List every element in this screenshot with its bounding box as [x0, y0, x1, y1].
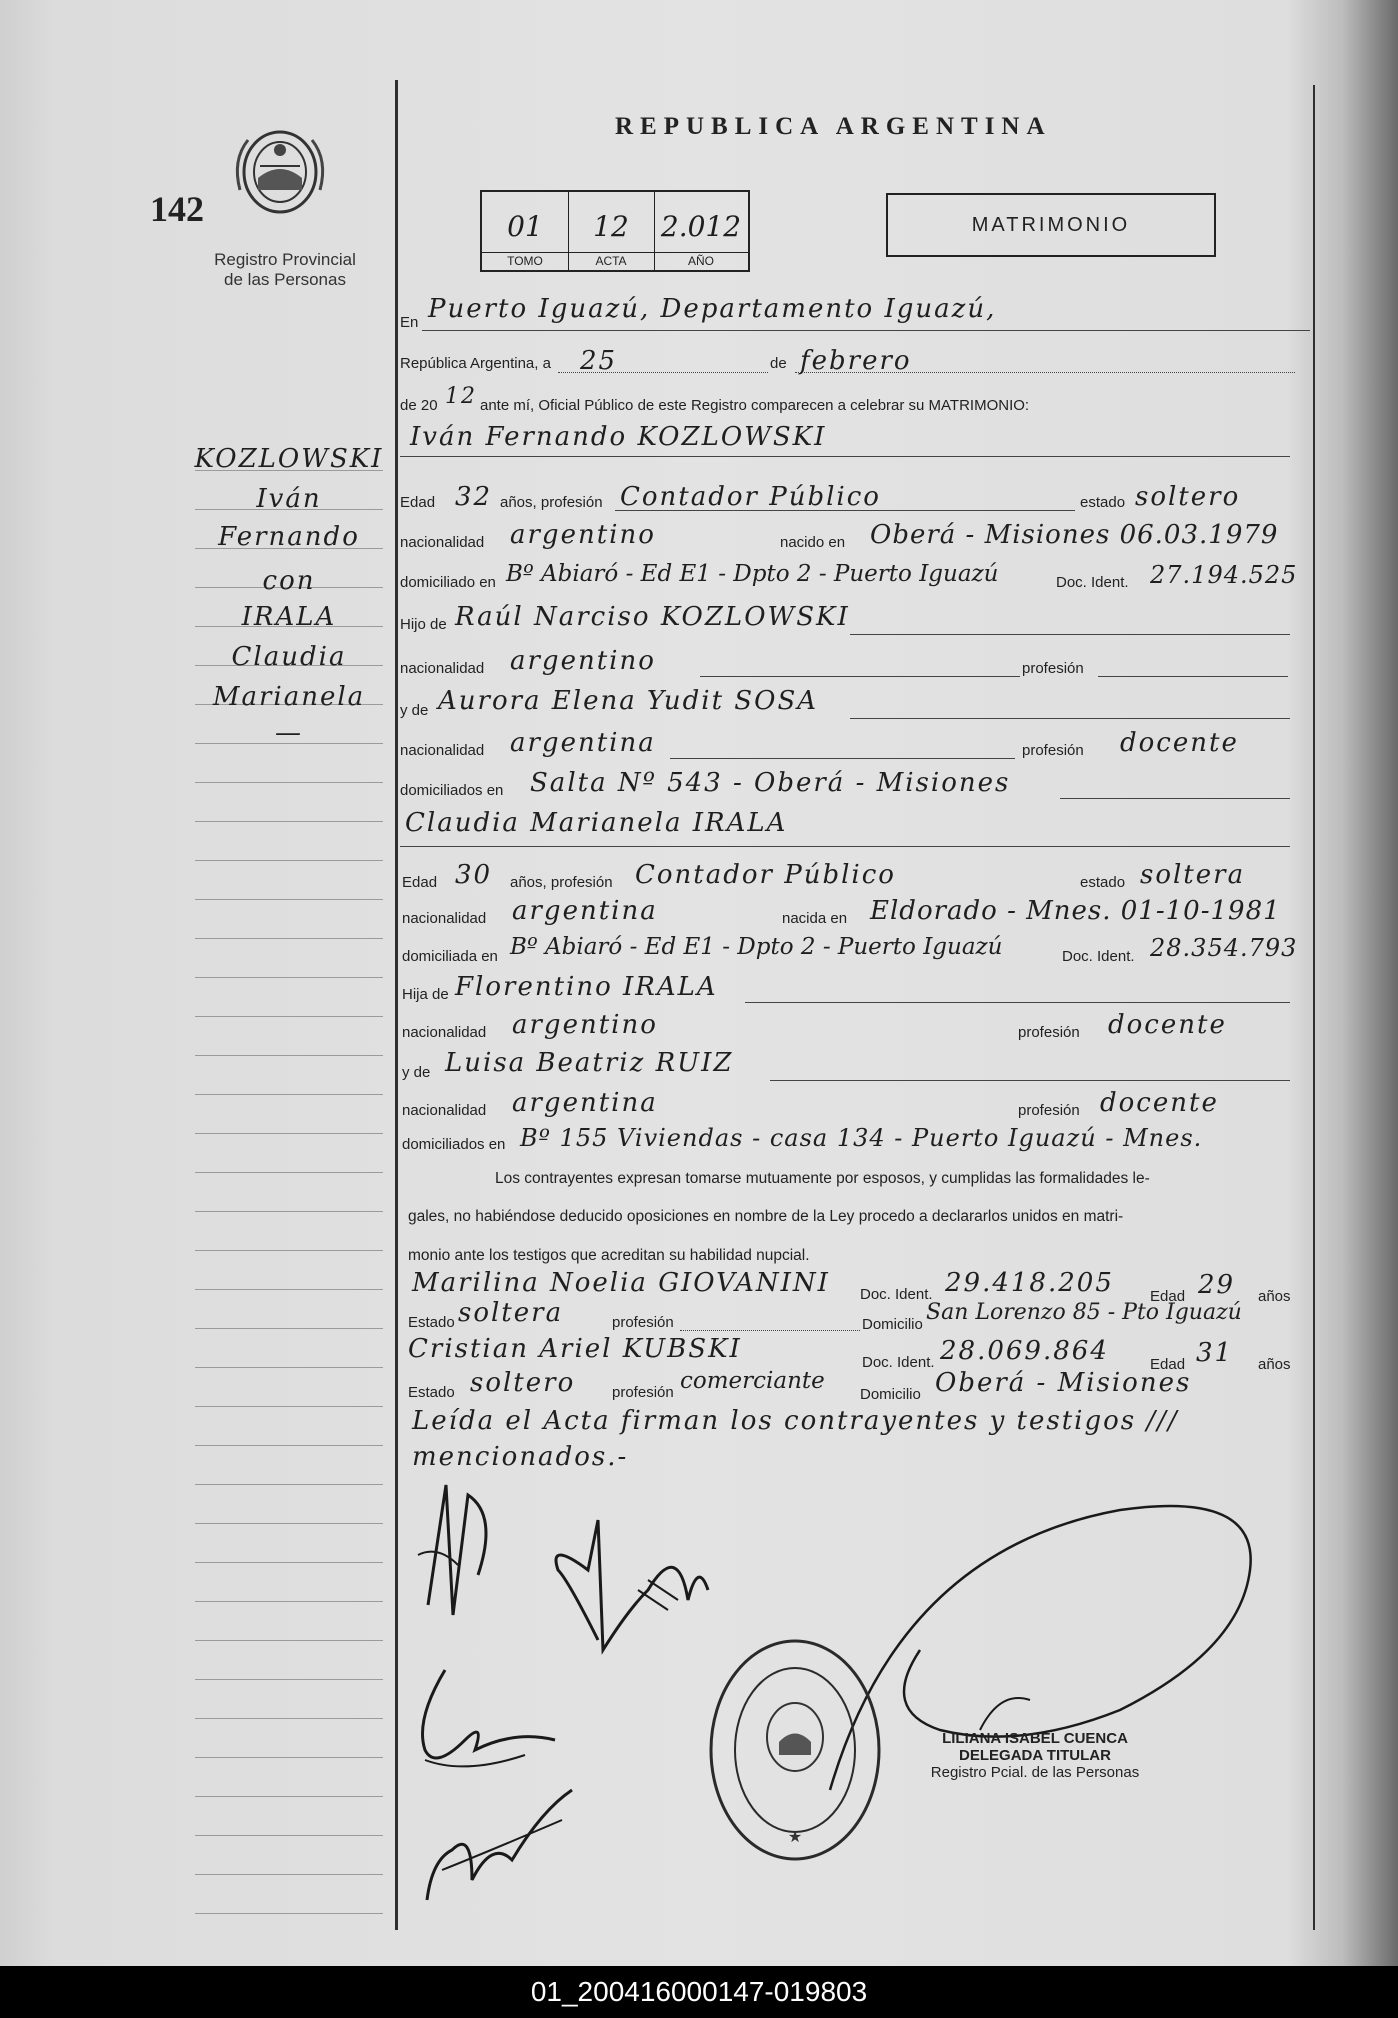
label-bride-father-nac: nacionalidad [402, 1024, 487, 1041]
official-office: Registro Pcial. de las Personas [930, 1764, 1140, 1781]
label-witness1-domicilio: Domicilio [862, 1316, 923, 1333]
bride-parents-address: Bº 155 Viviendas - casa 134 - Puerto Iguazú - Mnes. [520, 1124, 1203, 1152]
margin-rule-line [195, 1835, 383, 1836]
bride-doc: 28.354.793 [1150, 934, 1298, 962]
day-value: 25 [580, 346, 618, 376]
groom-profession: Contador Público [620, 482, 881, 512]
margin-rule-line [195, 1718, 383, 1719]
bride-birth: Eldorado - Mnes. 01-10-1981 [870, 896, 1281, 926]
label-witness1-profesion: profesión [612, 1314, 674, 1331]
bride-age: 30 [455, 860, 493, 890]
acta-cell [568, 192, 655, 270]
label-bride-mother-nac: nacionalidad [402, 1102, 487, 1119]
label-year-prefix: de 20 [400, 397, 438, 414]
tomo-label: TOMO [482, 252, 568, 270]
margin-bride-surname: IRALA [241, 602, 337, 632]
margin-rule-line [195, 1406, 383, 1407]
label-bride-mother-prof: profesión [1018, 1102, 1080, 1119]
tomo-value: 01 [507, 210, 543, 243]
label-groom-doc: Doc. Ident. [1056, 574, 1129, 591]
margin-rule-line [195, 1250, 383, 1251]
rule-groom-profession [615, 510, 1075, 511]
margin-dash: — [275, 718, 303, 748]
margin-rule-line [195, 1640, 383, 1641]
label-groom-domiciliado: domiciliado en [400, 574, 496, 591]
signature-bride [548, 1500, 718, 1660]
label-groom-father-prof: profesión [1022, 660, 1084, 677]
groom-parents-address: Salta Nº 543 - Oberá - Misiones [530, 768, 1011, 798]
label-bride-yde: y de [402, 1064, 431, 1081]
rule-groom-father-prof [1098, 676, 1288, 677]
groom-birth: Oberá - Misiones 06.03.1979 [870, 520, 1279, 550]
margin-rule-line [195, 1172, 383, 1173]
registry-label-line1: Registro Provincial [214, 250, 356, 269]
registry-label-line2: de las Personas [224, 270, 346, 289]
margin-rule-line [195, 1523, 383, 1524]
bride-mother-profession: docente [1100, 1088, 1219, 1118]
page-number: 142 [150, 189, 204, 229]
rule-bride-father [745, 1002, 1290, 1003]
rule-day [558, 372, 768, 373]
label-groom-father-nac: nacionalidad [400, 660, 485, 677]
rule-groom-mother-nac [670, 758, 1015, 759]
label-bride-anios: años, profesión [510, 874, 613, 891]
acta-label: ACTA [568, 252, 654, 270]
witness1-age: 29 [1198, 1270, 1236, 1300]
label-bride-hija: Hija de [402, 986, 449, 1003]
margin-rule-line [195, 1601, 383, 1602]
place-value: Puerto Iguazú, Departamento Iguazú, [428, 294, 997, 324]
rule-place [422, 330, 1310, 331]
witness2-civil-status: soltero [470, 1368, 576, 1398]
official-name: LILIANA ISABEL CUENCA [942, 1730, 1128, 1747]
year-suffix: 12 [445, 384, 477, 409]
bride-profession: Contador Público [635, 860, 896, 890]
witness2-doc: 28.069.864 [940, 1336, 1109, 1366]
month-value: febrero [800, 346, 912, 376]
bride-mother: Luisa Beatriz RUIZ [445, 1048, 734, 1078]
label-witness1-edad: Edad [1150, 1288, 1186, 1305]
footer-bar [0, 1966, 1398, 2018]
bride-name: Claudia Marianela IRALA [405, 808, 788, 838]
margin-bride-middle: Marianela [212, 682, 366, 712]
rule-groom-mother [850, 718, 1290, 719]
margin-rule-line [195, 977, 383, 978]
groom-mother: Aurora Elena Yudit SOSA [438, 686, 819, 716]
groom-father: Raúl Narciso KOZLOWSKI [455, 602, 850, 632]
groom-name: Iván Fernando KOZLOWSKI [410, 422, 827, 452]
label-de: de [770, 355, 787, 372]
witness1-civil-status: soltera [458, 1298, 564, 1328]
acta-value: 12 [593, 210, 629, 243]
margin-rule-line [195, 1289, 383, 1290]
label-bride-doc: Doc. Ident. [1062, 948, 1135, 965]
bride-address: Bº Abiaró - Ed E1 - Dpto 2 - Puerto Iguazú [510, 934, 1003, 960]
label-witness1-anos: años [1258, 1288, 1291, 1305]
margin-rule-line [195, 1484, 383, 1485]
label-bride-nacionalidad: nacionalidad [402, 910, 487, 927]
groom-mother-nationality: argentina [510, 728, 656, 758]
label-witness1-estado: Estado [408, 1314, 455, 1331]
margin-rule-line [195, 1055, 383, 1056]
margin-rule-line [195, 1679, 383, 1680]
bride-mother-nationality: argentina [512, 1088, 658, 1118]
rule-groom-father-nac [700, 676, 1020, 677]
label-groom-nacido: nacido en [780, 534, 846, 551]
label-witness2-profesion: profesión [612, 1384, 674, 1401]
margin-rule-line [195, 1367, 383, 1368]
margin-bride-first: Claudia [231, 642, 347, 672]
witness1-doc: 29.418.205 [945, 1268, 1114, 1298]
anio-cell [654, 192, 748, 270]
country-title: REPUBLICA ARGENTINA [615, 113, 1052, 140]
margin-rule-line [195, 1874, 383, 1875]
label-witness2-estado: Estado [408, 1384, 455, 1401]
groom-mother-profession: docente [1120, 728, 1239, 758]
label-groom-hijo: Hijo de [400, 616, 447, 633]
label-witness2-anos: años [1258, 1356, 1291, 1373]
label-groom-yde: y de [400, 702, 429, 719]
anio-value: 2.012 [660, 210, 742, 243]
margin-rule-line [195, 1328, 383, 1329]
provincial-seal-icon [230, 120, 330, 230]
label-republica: República Argentina, a [400, 355, 551, 372]
bride-father: Florentino IRALA [455, 972, 718, 1002]
witness2-age: 31 [1196, 1338, 1234, 1368]
official-stamp-icon [707, 1637, 883, 1863]
margin-rule-line [195, 860, 383, 861]
closing-line2: mencionados.- [412, 1442, 629, 1472]
rule-groom-father [850, 634, 1290, 635]
margin-rule-line [195, 899, 383, 900]
label-witness2-doc: Doc. Ident. [862, 1354, 935, 1371]
rule-witness1-profession [680, 1330, 860, 1331]
margin-rule-line [195, 1757, 383, 1758]
footer-reference: 01_200416000147-019803 [530, 1976, 868, 2007]
label-bride-domiciliados: domiciliados en [402, 1136, 506, 1153]
margin-conjunction: con [262, 566, 316, 596]
margin-rule-line [195, 782, 383, 783]
margin-rule-line [195, 1094, 383, 1095]
tomo-cell [482, 192, 569, 270]
margin-rule-line [195, 1796, 383, 1797]
witness1-address: San Lorenzo 85 - Pto Iguazú [926, 1300, 1242, 1325]
margin-rule-line [195, 1562, 383, 1563]
rule-groom-name [400, 456, 1290, 457]
margin-rule-line [195, 1445, 383, 1446]
label-witness2-edad: Edad [1150, 1356, 1186, 1373]
label-groom-estado: estado [1080, 494, 1126, 511]
label-bride-nacida: nacida en [782, 910, 848, 927]
margin-rule-line [195, 1016, 383, 1017]
record-number-box [480, 190, 750, 272]
signature-groom [408, 1465, 528, 1625]
label-groom-domiciliados: domiciliados en [400, 782, 504, 799]
groom-civil-status: soltero [1135, 482, 1241, 512]
label-en: En [400, 314, 419, 331]
rule-month [795, 372, 1295, 373]
margin-surname: KOZLOWSKI [194, 444, 384, 474]
margin-rule-line [195, 1133, 383, 1134]
rule-bride-name [400, 846, 1290, 847]
label-witness2-domicilio: Domicilio [860, 1386, 921, 1403]
witness2-address: Oberá - Misiones [935, 1368, 1192, 1398]
closing-line1: Leída el Acta firman los contrayentes y testigos /// [412, 1406, 1179, 1436]
signature-witness2 [412, 1750, 582, 1910]
label-groom-edad: Edad [400, 494, 436, 511]
margin-rule-line [195, 821, 383, 822]
groom-address: Bº Abiaró - Ed E1 - Dpto 2 - Puerto Iguazú [506, 561, 999, 587]
witness1-name: Marilina Noelia GIOVANINI [412, 1268, 830, 1298]
rule-groom-parents-address [1060, 798, 1290, 799]
bride-father-profession: docente [1108, 1010, 1227, 1040]
official-stamp-text [925, 1730, 1145, 1781]
registry-label [198, 250, 372, 290]
label-groom-mother-nac: nacionalidad [400, 742, 485, 759]
rule-bride-mother [770, 1080, 1290, 1081]
groom-nationality: argentino [510, 520, 656, 550]
label-witness1-doc: Doc. Ident. [860, 1286, 933, 1303]
label-bride-edad: Edad [402, 874, 438, 891]
bride-father-nationality: argentino [512, 1010, 658, 1040]
label-bride-estado: estado [1080, 874, 1126, 891]
left-margin-line [395, 80, 398, 1930]
witness2-name: Cristian Ariel KUBSKI [408, 1334, 742, 1364]
label-bride-father-prof: profesión [1018, 1024, 1080, 1041]
declaration-line2: gales, no habiéndose deducido oposiciones en nombre de la Ley procedo a declararlos unidos en matri- [408, 1208, 1124, 1225]
witness2-profession: comerciante [680, 1368, 825, 1394]
margin-rule-line [195, 1913, 383, 1914]
margin-first-name: Iván [256, 484, 322, 514]
label-bride-domiciliada: domiciliada en [402, 948, 498, 965]
intro-statement: ante mí, Oficial Público de este Registro comparecen a celebrar su MATRIMONIO: [480, 397, 1030, 414]
label-groom-anios: años, profesión [500, 494, 603, 511]
declaration-line3: monio ante los testigos que acreditan su habilidad nupcial. [408, 1247, 810, 1264]
groom-doc: 27.194.525 [1150, 561, 1298, 589]
margin-rule-line [195, 1211, 383, 1212]
official-title: DELEGADA TITULAR [959, 1747, 1111, 1764]
declaration-line1: Los contrayentes expresan tomarse mutuamente por esposos, y cumplidas las formalidades le- [495, 1170, 1150, 1187]
label-groom-mother-prof: profesión [1022, 742, 1084, 759]
groom-father-nationality: argentino [510, 646, 656, 676]
record-type-box: MATRIMONIO [886, 193, 1216, 257]
groom-age: 32 [455, 482, 493, 512]
label-groom-nacionalidad: nacionalidad [400, 534, 485, 551]
margin-middle-name: Fernando [218, 522, 360, 552]
anio-label: AÑO [654, 252, 748, 270]
bride-civil-status: soltera [1140, 860, 1246, 890]
bride-nationality: argentina [512, 896, 658, 926]
right-margin-line [1313, 85, 1315, 1930]
margin-rule-line [195, 938, 383, 939]
svg-text:★: ★ [787, 1827, 803, 1846]
